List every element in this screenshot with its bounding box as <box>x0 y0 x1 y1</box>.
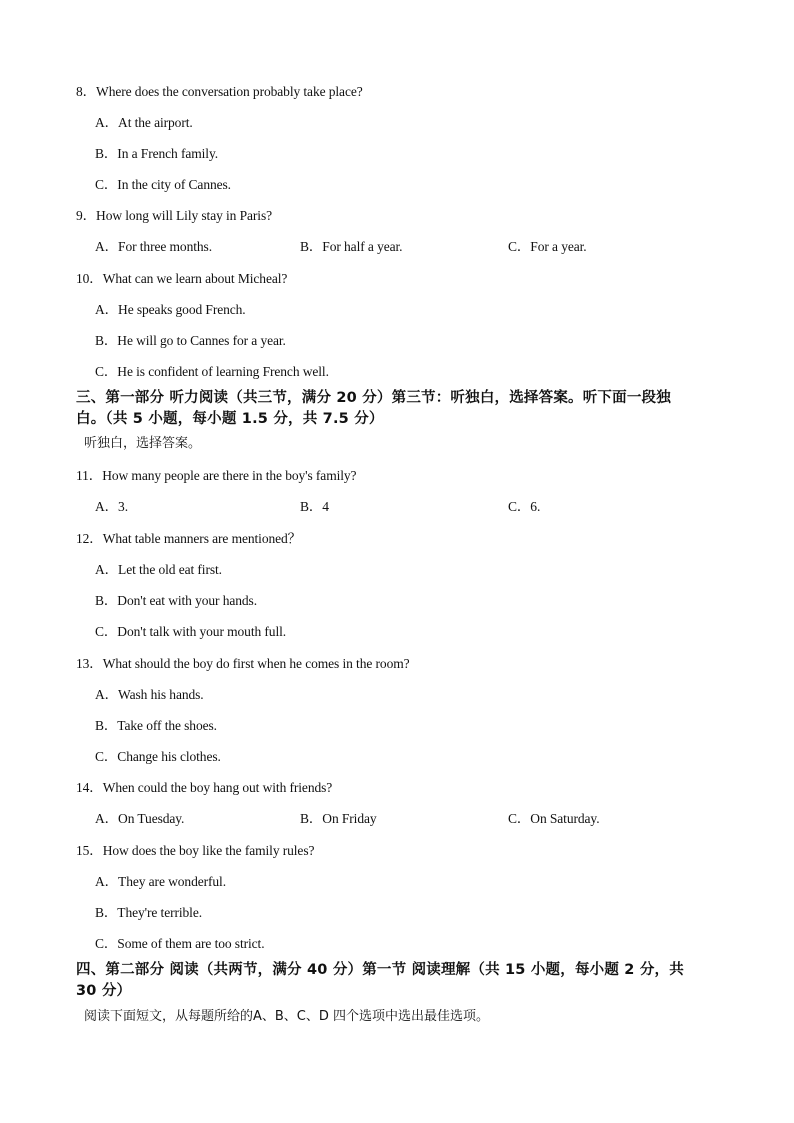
question-13-option-b: B．Take off the shoes. <box>95 718 217 733</box>
question-15-stem: 15．How does the boy like the family rules? <box>76 843 315 858</box>
question-10-option-a: A．He speaks good French. <box>95 302 246 317</box>
question-12-option-c: C．Don't talk with your mouth full. <box>95 624 287 639</box>
section-3-instruction: 听独白，选择答案。 <box>84 436 202 451</box>
question-12-option-a: A．Let the old eat first. <box>95 562 222 577</box>
question-10-stem: 10．What can we learn about Micheal? <box>76 271 288 286</box>
question-15-option-b: B．They're terrible. <box>95 905 202 920</box>
question-11-stem: 11．How many people are there in the boy's family? <box>76 468 357 483</box>
question-14-option-c: C．On Saturday. <box>508 811 600 826</box>
question-14-stem: 14．When could the boy hang out with friends? <box>76 780 333 795</box>
question-10-option-c: C．He is confident of learning French well. <box>95 364 329 379</box>
section-3-heading <box>76 388 722 430</box>
question-11-option-c: C．6. <box>508 499 541 514</box>
question-15-option-c: C．Some of them are too strict. <box>95 936 265 951</box>
section-4-instruction: 阅读下面短文，从每题所给的A、B、C、D 四个选项中选出最佳选项。 <box>84 1009 490 1024</box>
section-4-heading <box>76 960 722 1002</box>
question-8-option-a: A．At the airport. <box>95 115 193 130</box>
question-12-option-b: B．Don't eat with your hands. <box>95 593 257 608</box>
question-9-option-c: C．For a year. <box>508 239 587 254</box>
question-13-option-c: C．Change his clothes. <box>95 749 221 764</box>
section-3-heading-line2: 白。（共 5 小题，每小题 1.5 分，共 7.5 分） <box>76 411 384 427</box>
question-13-option-a: A．Wash his hands. <box>95 687 204 702</box>
question-8-option-c: C．In the city of Cannes. <box>95 177 231 192</box>
section-4-heading-line2: 30 分） <box>76 983 132 999</box>
question-8-option-b: B．In a French family. <box>95 146 218 161</box>
question-15-option-a: A．They are wonderful. <box>95 874 226 889</box>
question-11-option-b: B．4 <box>300 499 329 514</box>
question-10-option-b: B．He will go to Cannes for a year. <box>95 333 286 348</box>
question-9-option-b: B．For half a year. <box>300 239 403 254</box>
question-14-option-b: B．On Friday <box>300 811 377 826</box>
question-9-option-a: A．For three months. <box>95 239 212 254</box>
question-12-stem: 12．What table manners are mentioned？ <box>76 531 302 546</box>
question-8-stem: 8．Where does the conversation probably take place? <box>76 84 363 99</box>
question-14-option-a: A．On Tuesday. <box>95 811 185 826</box>
section-3-heading-line1: 三、第一部分 听力阅读（共三节，满分 20 分）第三节：听独白，选择答案。听下面一段独 <box>76 390 671 406</box>
section-4-heading-line1: 四、第二部分 阅读（共两节，满分 40 分）第一节 阅读理解（共 15 小题，每小题 2 分，共 <box>76 962 684 978</box>
question-11-option-a: A．3. <box>95 499 128 514</box>
question-13-stem: 13．What should the boy do first when he comes in the room? <box>76 656 410 671</box>
question-9-stem: 9．How long will Lily stay in Paris? <box>76 208 272 223</box>
